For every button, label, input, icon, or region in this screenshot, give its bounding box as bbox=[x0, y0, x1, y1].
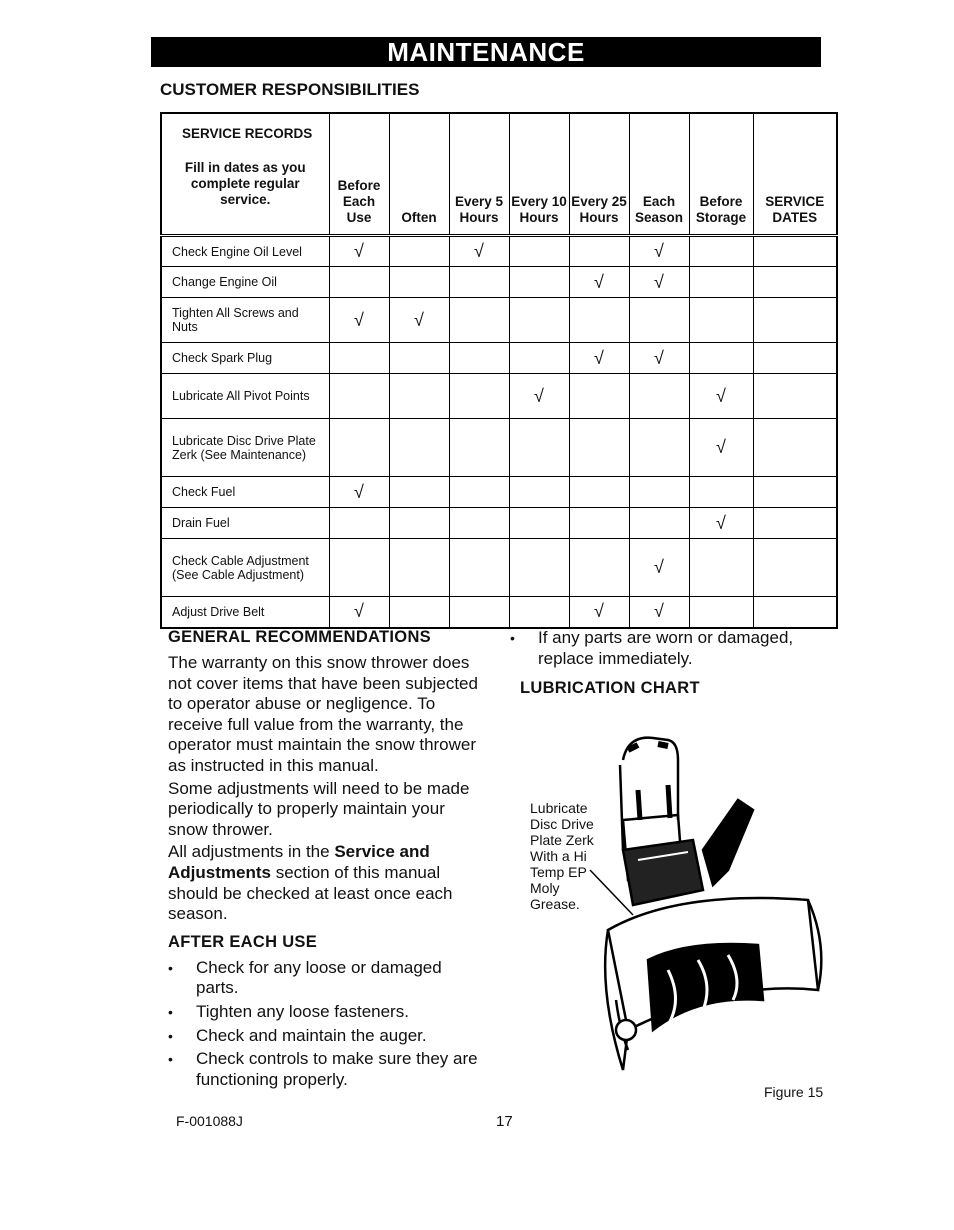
lubrication-callout: Lubricate Disc Drive Plate Zerk With a Hi Temp EP Moly Grease. bbox=[530, 800, 594, 912]
empty-cell bbox=[629, 419, 689, 477]
table-row bbox=[161, 508, 837, 539]
service-schedule-table bbox=[160, 112, 838, 629]
empty-cell bbox=[629, 508, 689, 539]
check-mark-cell: √ bbox=[569, 597, 629, 628]
empty-cell bbox=[689, 477, 753, 508]
service-records-header bbox=[161, 113, 329, 236]
column-header: Before Storage bbox=[689, 113, 753, 236]
list-item: • Tighten any loose fasteners. bbox=[168, 1002, 488, 1023]
task-cell: Lubricate All Pivot Points bbox=[161, 374, 329, 419]
task-cell: Drain Fuel bbox=[161, 508, 329, 539]
list-item: • Check and maintain the auger. bbox=[168, 1026, 488, 1047]
empty-cell bbox=[389, 477, 449, 508]
service-and-adjustments-bold: Service and Adjustments bbox=[168, 842, 430, 882]
check-mark-cell: √ bbox=[449, 236, 509, 267]
check-mark-cell: √ bbox=[329, 477, 389, 508]
empty-cell bbox=[389, 374, 449, 419]
empty-cell bbox=[389, 267, 449, 298]
empty-cell bbox=[509, 267, 569, 298]
task-cell: Adjust Drive Belt bbox=[161, 597, 329, 628]
table-row bbox=[161, 374, 837, 419]
empty-cell bbox=[689, 343, 753, 374]
empty-cell bbox=[389, 236, 449, 267]
empty-cell bbox=[389, 343, 449, 374]
empty-cell bbox=[629, 298, 689, 343]
service-paragraph-end: section of this manual should be checked at least once each season. bbox=[168, 862, 453, 924]
list-item: • Check for any loose or damaged parts. bbox=[168, 958, 488, 999]
empty-cell bbox=[569, 539, 629, 597]
check-mark-cell: √ bbox=[629, 597, 689, 628]
worn-parts-list bbox=[510, 628, 840, 669]
table-row bbox=[161, 267, 837, 298]
check-mark-cell: √ bbox=[389, 298, 449, 343]
table-row bbox=[161, 236, 837, 267]
empty-cell bbox=[509, 508, 569, 539]
document-code: F-001088J bbox=[176, 1113, 243, 1129]
empty-cell bbox=[449, 374, 509, 419]
empty-cell bbox=[329, 539, 389, 597]
table-header-row bbox=[161, 113, 837, 236]
figure-caption: Figure 15 bbox=[764, 1084, 824, 1100]
empty-cell bbox=[689, 539, 753, 597]
empty-cell bbox=[629, 374, 689, 419]
check-mark-cell: √ bbox=[689, 374, 753, 419]
table-row bbox=[161, 597, 837, 628]
check-mark-cell: √ bbox=[509, 374, 569, 419]
task-cell: Lubricate Disc Drive Plate Zerk (See Maintenance) bbox=[161, 419, 329, 477]
after-each-use-list bbox=[168, 958, 488, 1091]
column-header: Every 5 Hours bbox=[449, 113, 509, 236]
check-mark-cell: √ bbox=[689, 508, 753, 539]
empty-cell bbox=[689, 298, 753, 343]
empty-cell bbox=[389, 597, 449, 628]
empty-cell bbox=[753, 374, 837, 419]
check-mark-cell: √ bbox=[569, 267, 629, 298]
service-records-title: SERVICE RECORDS bbox=[182, 126, 313, 141]
empty-cell bbox=[569, 419, 629, 477]
adjustments-paragraph: Some adjustments will need to be made periodically to properly maintain your snow thrower. bbox=[168, 778, 470, 839]
empty-cell bbox=[753, 298, 837, 343]
empty-cell bbox=[753, 236, 837, 267]
empty-cell bbox=[689, 267, 753, 298]
service-paragraph-start: All adjustments in the bbox=[168, 842, 335, 862]
table-row bbox=[161, 419, 837, 477]
empty-cell bbox=[449, 419, 509, 477]
general-recommendations-heading: GENERAL RECOMMENDATIONS bbox=[168, 628, 431, 646]
column-header: Every 10 Hours bbox=[509, 113, 569, 236]
service-records-instruction: Fill in dates as you complete regular service. bbox=[184, 160, 306, 207]
empty-cell bbox=[329, 267, 389, 298]
check-mark-cell: √ bbox=[629, 343, 689, 374]
column-header: Often bbox=[389, 113, 449, 236]
list-item: • If any parts are worn or damaged, replace immediately. bbox=[510, 628, 840, 669]
empty-cell bbox=[569, 298, 629, 343]
column-header: Before Each Use bbox=[329, 113, 389, 236]
empty-cell bbox=[329, 508, 389, 539]
table-row bbox=[161, 343, 837, 374]
empty-cell bbox=[509, 236, 569, 267]
empty-cell bbox=[449, 343, 509, 374]
empty-cell bbox=[449, 267, 509, 298]
empty-cell bbox=[569, 236, 629, 267]
check-mark-cell: √ bbox=[329, 298, 389, 343]
table-row bbox=[161, 298, 837, 343]
table-row bbox=[161, 477, 837, 508]
check-mark-cell: √ bbox=[329, 236, 389, 267]
empty-cell bbox=[569, 508, 629, 539]
empty-cell bbox=[449, 298, 509, 343]
empty-cell bbox=[509, 298, 569, 343]
empty-cell bbox=[689, 236, 753, 267]
empty-cell bbox=[509, 343, 569, 374]
task-cell: Check Engine Oil Level bbox=[161, 236, 329, 267]
empty-cell bbox=[569, 477, 629, 508]
empty-cell bbox=[753, 419, 837, 477]
task-cell: Check Cable Adjustment (See Cable Adjustment) bbox=[161, 539, 329, 597]
task-cell: Check Fuel bbox=[161, 477, 329, 508]
check-mark-cell: √ bbox=[629, 267, 689, 298]
page-number: 17 bbox=[496, 1113, 513, 1130]
section-title: CUSTOMER RESPONSIBILITIES bbox=[160, 80, 420, 99]
column-header: Each Season bbox=[629, 113, 689, 236]
column-header: Every 25 Hours bbox=[569, 113, 629, 236]
empty-cell bbox=[449, 508, 509, 539]
empty-cell bbox=[329, 343, 389, 374]
table-row bbox=[161, 539, 837, 597]
empty-cell bbox=[449, 539, 509, 597]
left-column bbox=[168, 628, 488, 1090]
task-cell: Tighten All Screws and Nuts bbox=[161, 298, 329, 343]
task-cell: Change Engine Oil bbox=[161, 267, 329, 298]
empty-cell bbox=[753, 539, 837, 597]
empty-cell bbox=[329, 419, 389, 477]
empty-cell bbox=[509, 597, 569, 628]
snow-thrower-illustration bbox=[528, 730, 828, 1090]
lubrication-chart-heading: LUBRICATION CHART bbox=[520, 679, 700, 698]
check-mark-cell: √ bbox=[689, 419, 753, 477]
warranty-paragraph: The warranty on this snow thrower does not cover items that have been subjected to operator abuse or negligence. To receive full value from the warranty, the operator must maintain the snow thrower as instructed in this manual. bbox=[168, 653, 478, 775]
column-header: SERVICE DATES bbox=[753, 113, 837, 236]
right-column bbox=[510, 628, 840, 698]
table-body bbox=[161, 236, 837, 628]
empty-cell bbox=[753, 597, 837, 628]
list-item: • Check controls to make sure they are functioning properly. bbox=[168, 1049, 488, 1090]
service-paragraph bbox=[168, 842, 488, 924]
empty-cell bbox=[753, 343, 837, 374]
empty-cell bbox=[449, 477, 509, 508]
check-mark-cell: √ bbox=[629, 236, 689, 267]
empty-cell bbox=[753, 267, 837, 298]
empty-cell bbox=[389, 508, 449, 539]
after-each-use-heading: AFTER EACH USE bbox=[168, 932, 318, 951]
empty-cell bbox=[629, 477, 689, 508]
empty-cell bbox=[569, 374, 629, 419]
check-mark-cell: √ bbox=[569, 343, 629, 374]
empty-cell bbox=[509, 477, 569, 508]
empty-cell bbox=[509, 539, 569, 597]
empty-cell bbox=[449, 597, 509, 628]
empty-cell bbox=[689, 597, 753, 628]
empty-cell bbox=[753, 477, 837, 508]
empty-cell bbox=[329, 374, 389, 419]
empty-cell bbox=[389, 419, 449, 477]
empty-cell bbox=[389, 539, 449, 597]
check-mark-cell: √ bbox=[629, 539, 689, 597]
maintenance-banner: MAINTENANCE bbox=[151, 37, 821, 67]
task-cell: Check Spark Plug bbox=[161, 343, 329, 374]
empty-cell bbox=[509, 419, 569, 477]
check-mark-cell: √ bbox=[329, 597, 389, 628]
empty-cell bbox=[753, 508, 837, 539]
